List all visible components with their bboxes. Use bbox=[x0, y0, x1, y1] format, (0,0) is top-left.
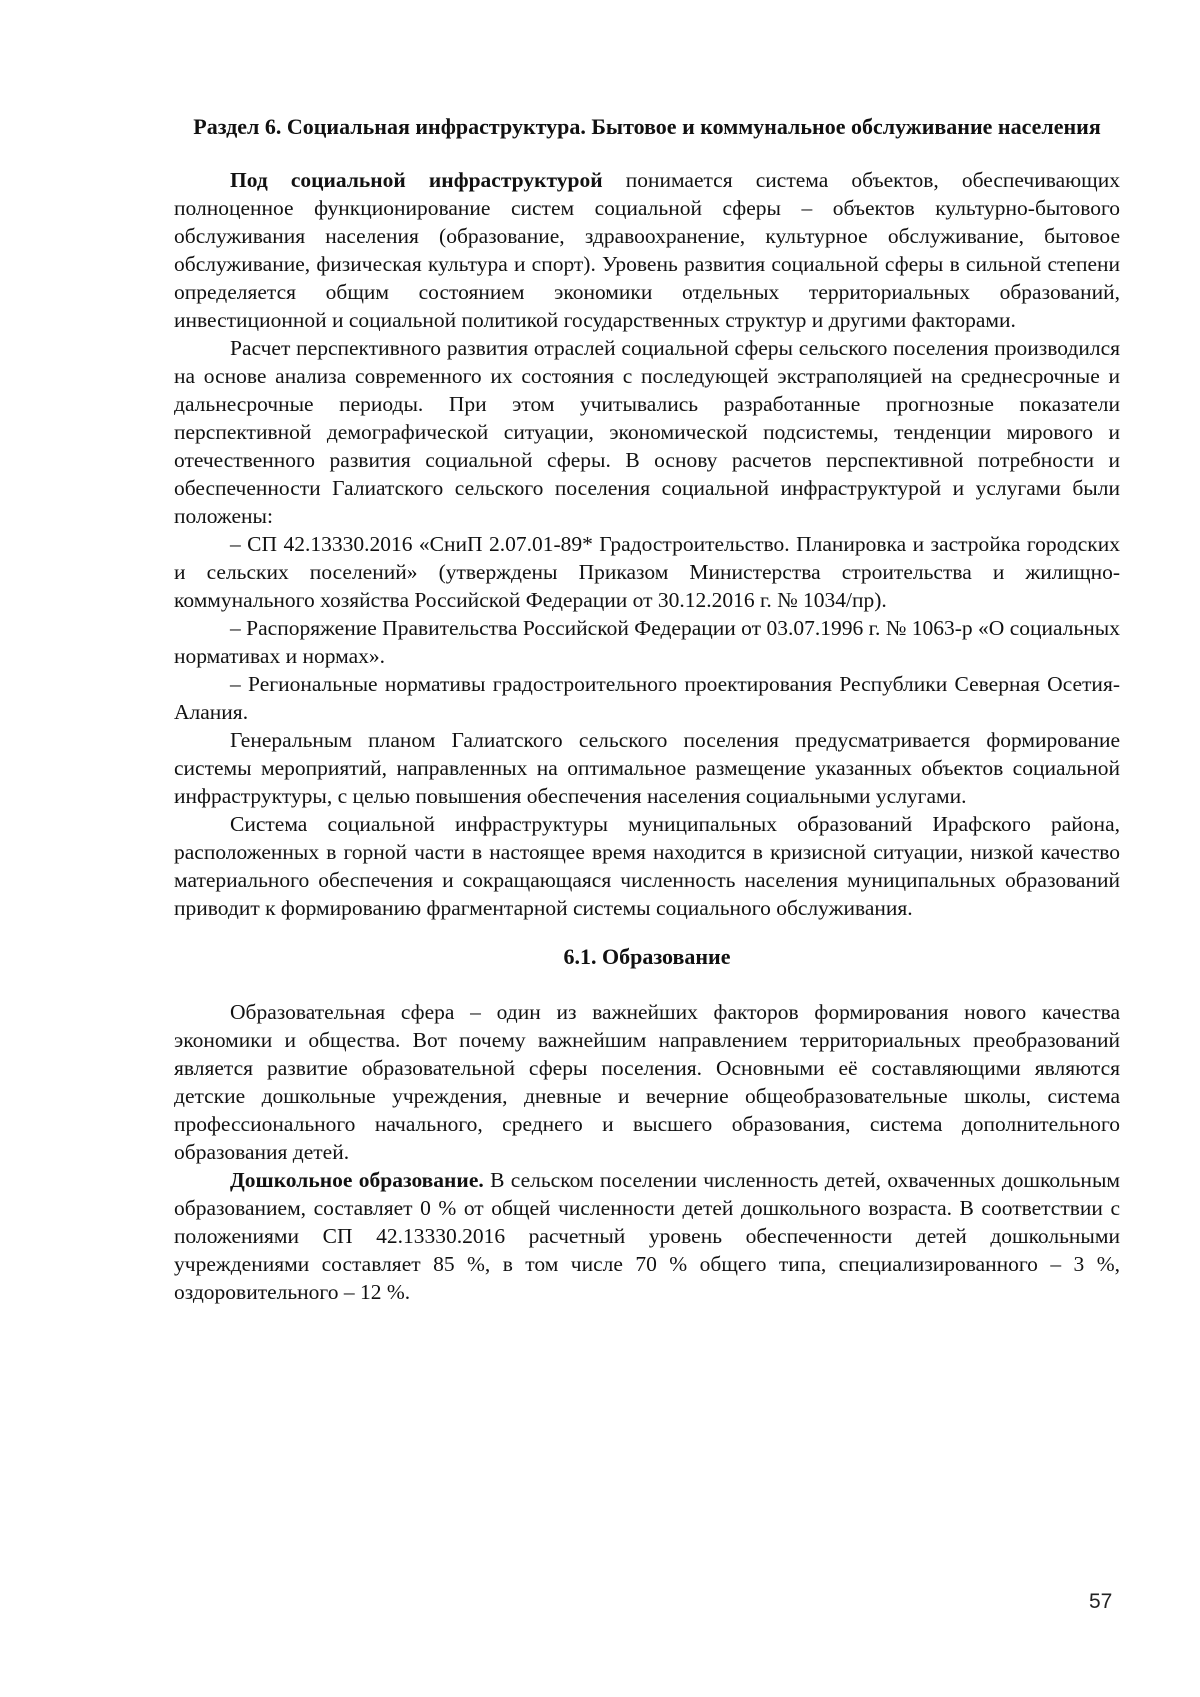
paragraph-infrastructure-crisis: Система социальной инфраструктуры муниципальных образований Ирафского района, расположенных в горной части в настоящее время находится в кризисной ситуации, низкой качество материального обеспечения и сокращающаяся численность населения муниципальных образований приводит к формированию фрагментарной системы социального обслуживания. bbox=[174, 812, 1120, 920]
paragraph-social-infrastructure-definition bbox=[174, 166, 1120, 334]
paragraph-text: понимается система объектов, обеспечивающих полноценное функционирование систем социальной сферы – объектов культурно-бытового обслуживания населения (образование, здравоохранение, культурное обслуживание, бытовое обслуживание, физическая культура и спорт). Уровень развития социальной сферы в сильной степени определяется общим состоянием экономики отдельных территориальных образований, инвестиционной и социальной политикой государственных структур и другими факторами. bbox=[174, 168, 1120, 332]
paragraph-preschool-education bbox=[174, 1166, 1120, 1306]
subsection-title-education: 6.1. Образование bbox=[563, 944, 731, 969]
document-page bbox=[174, 112, 1120, 1306]
list-item-regional-norms: – Региональные нормативы градостроительного проектирования Республики Северная Осетия-Алания. bbox=[174, 672, 1120, 724]
bold-term-preschool: Дошкольное образование. bbox=[230, 1168, 484, 1192]
section-title: Раздел 6. Социальная инфраструктура. Бытовое и коммунальное обслуживание населения bbox=[193, 114, 1101, 139]
list-item-sp-42: – СП 42.13330.2016 «СниП 2.07.01-89* Градостроительство. Планировка и застройка городских и сельских поселений» (утверждены Приказом Министерства строительства и жилищно-коммунального хозяйства Российской Федерации от 30.12.2016 г. № 1034/пр). bbox=[174, 532, 1120, 612]
bold-term-social-infrastructure: Под социальной инфраструктурой bbox=[230, 168, 603, 192]
list-item-government-order: – Распоряжение Правительства Российской Федерации от 03.07.1996 г. № 1063-р «О социальных нормативах и нормах». bbox=[174, 616, 1120, 668]
paragraph-text: В сельском поселении численность детей, охваченных дошкольным образованием, составляет 0 % от общей численности детей дошкольного возраста. В соответствии с положениями СП 42.13330.2016 расчетный уровень обеспеченности детей дошкольными учреждениями составляет 85 %, в том числе 70 % общего типа, специализированного – 3 %, оздоровительного – 12 %. bbox=[174, 1168, 1120, 1304]
paragraph-calculation-basis: Расчет перспективного развития отраслей социальной сферы сельского поселения производился на основе анализа современного их состояния с последующей экстраполяцией на среднесрочные и дальнесрочные периоды. При этом учитывались разработанные прогнозные показатели перспективной демографической ситуации, экономической подсистемы, тенденции мирового и отечественного развития социальной сферы. В основу расчетов перспективной потребности и обеспеченности Галиатского сельского поселения социальной инфраструктурой и услугами были положены: bbox=[174, 336, 1120, 528]
page-number: 57 bbox=[1089, 1590, 1113, 1613]
paragraph-general-plan: Генеральным планом Галиатского сельского поселения предусматривается формирование системы мероприятий, направленных на оптимальное размещение указанных объектов социальной инфраструктуры, с целью повышения обеспечения населения социальными услугами. bbox=[174, 728, 1120, 808]
paragraph-education-sphere: Образовательная сфера – один из важнейших факторов формирования нового качества экономики и общества. Вот почему важнейшим направлением территориальных преобразований является развитие образовательной сферы поселения. Основными её составляющими являются детские дошкольные учреждения, дневные и вечерние общеобразовательные школы, система профессионального начального, среднего и высшего образования, система дополнительного образования детей. bbox=[174, 1000, 1120, 1164]
